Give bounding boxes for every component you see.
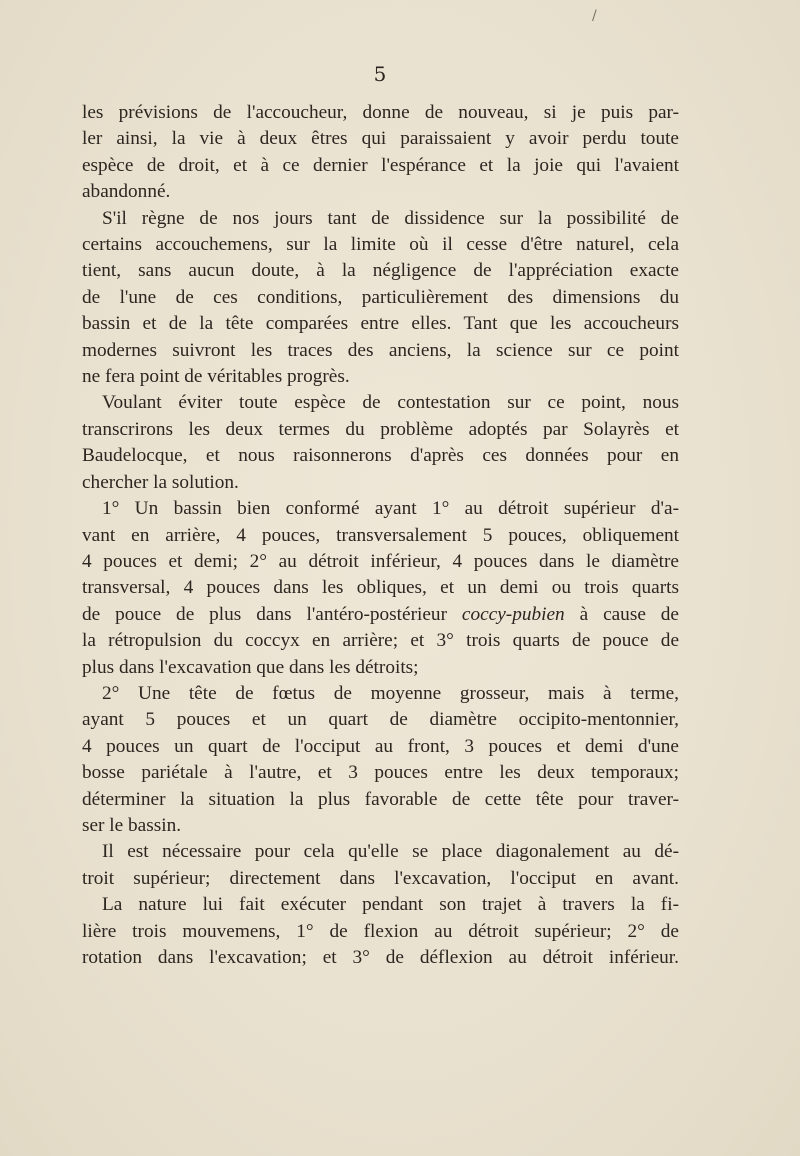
paragraph-1-line-4: abandonné.: [82, 181, 171, 203]
paragraph-2-line-2: certains accouchemens, sur la limite où il cesse d'être naturel, cela: [82, 234, 679, 256]
paragraph-3-line-2: transcrirons les deux termes du problème adoptés par Solayrès et: [82, 418, 679, 440]
paragraph-7-line-2: lière trois mouvemens, 1° de flexion au détroit supérieur; 2° de: [82, 920, 679, 942]
paragraph-1-line-3: espèce de droit, et à ce dernier l'espérance et la joie qui l'avaient: [82, 154, 679, 176]
paragraph-2-line-4: de l'une de ces conditions, particulièrement des dimensions du: [82, 286, 679, 308]
paragraph-7-line-3: rotation dans l'excavation; et 3° de déflexion au détroit inférieur.: [82, 947, 679, 968]
paragraph-4-line-4: transversal, 4 pouces dans les obliques, et un demi ou trois quarts: [82, 577, 679, 599]
paragraph-5-line-6: ser le bassin.: [82, 814, 182, 836]
paragraph-4-line-7: plus dans l'excavation que dans les détroits;: [82, 656, 419, 678]
paragraph-5-line-5: déterminer la situation la plus favorable de cette tête pour traver-: [82, 788, 679, 810]
paragraph-2-line-5: bassin et de la tête comparées entre elles. Tant que les accoucheurs: [82, 313, 679, 335]
paragraph-4-line-5: [82, 602, 679, 628]
paragraph-3-line-3: Baudelocque, et nous raisonnerons d'après ces données pour en: [82, 445, 679, 467]
paragraph-5-line-1: 2° Une tête de fœtus de moyenne grosseur, mais à terme,: [102, 682, 679, 704]
paragraph-1-line-2: ler ainsi, la vie à deux êtres qui paraissaient y avoir perdu toute: [82, 128, 679, 150]
paragraph-4-line-3: 4 pouces et demi; 2° au détroit inférieur, 4 pouces dans le diamètre: [82, 550, 679, 572]
paragraph-2-line-1: S'il règne de nos jours tant de dissidence sur la possibilité de: [102, 207, 679, 229]
page-number: 5: [373, 62, 387, 86]
paragraph-5-line-4: bosse pariétale à l'autre, et 3 pouces entre les deux temporaux;: [82, 762, 679, 784]
italic-term-coccy-pubien: coccy-pubien: [461, 603, 565, 625]
paragraph-2-line-3: tient, sans aucun doute, à la négligence de l'appréciation exacte: [82, 260, 679, 282]
paragraph-7-line-1: La nature lui fait exécuter pendant son trajet à travers la fi-: [102, 894, 679, 916]
body-text: [82, 100, 679, 971]
paragraph-4-line-2: vant en arrière, 4 pouces, transversalement 5 pouces, obliquement: [82, 524, 679, 546]
corner-mark: /: [592, 8, 597, 24]
paragraph-4-line-1: 1° Un bassin bien conformé ayant 1° au détroit supérieur d'a-: [102, 498, 679, 520]
paragraph-4-line-5-start: de pouce de plus dans l'antéro-postérieur: [82, 603, 462, 625]
paragraph-4-line-6: la rétropulsion du coccyx en arrière; et 3° trois quarts de pouce de: [82, 630, 679, 652]
paragraph-5-line-2: ayant 5 pouces et un quart de diamètre occipito-mentonnier,: [82, 709, 679, 731]
paragraph-2-line-7: ne fera point de véritables progrès.: [82, 366, 350, 388]
paragraph-3-line-4: chercher la solution.: [82, 471, 239, 493]
paragraph-2-line-6: modernes suivront les traces des anciens, la science sur ce point: [82, 339, 679, 361]
paragraph-6-line-2: troit supérieur; directement dans l'excavation, l'occiput en avant.: [82, 867, 679, 889]
paragraph-3-line-1: Voulant éviter toute espèce de contestation sur ce point, nous: [102, 392, 679, 414]
paragraph-5-line-3: 4 pouces un quart de l'occiput au front, 3 pouces et demi d'une: [82, 735, 679, 757]
paragraph-4-line-5-end: à cause de: [564, 603, 679, 625]
paragraph-6-line-1: Il est nécessaire pour cela qu'elle se place diagonalement au dé-: [102, 841, 679, 863]
paragraph-1-line-1: les prévisions de l'accoucheur, donne de nouveau, si je puis par-: [82, 102, 679, 123]
